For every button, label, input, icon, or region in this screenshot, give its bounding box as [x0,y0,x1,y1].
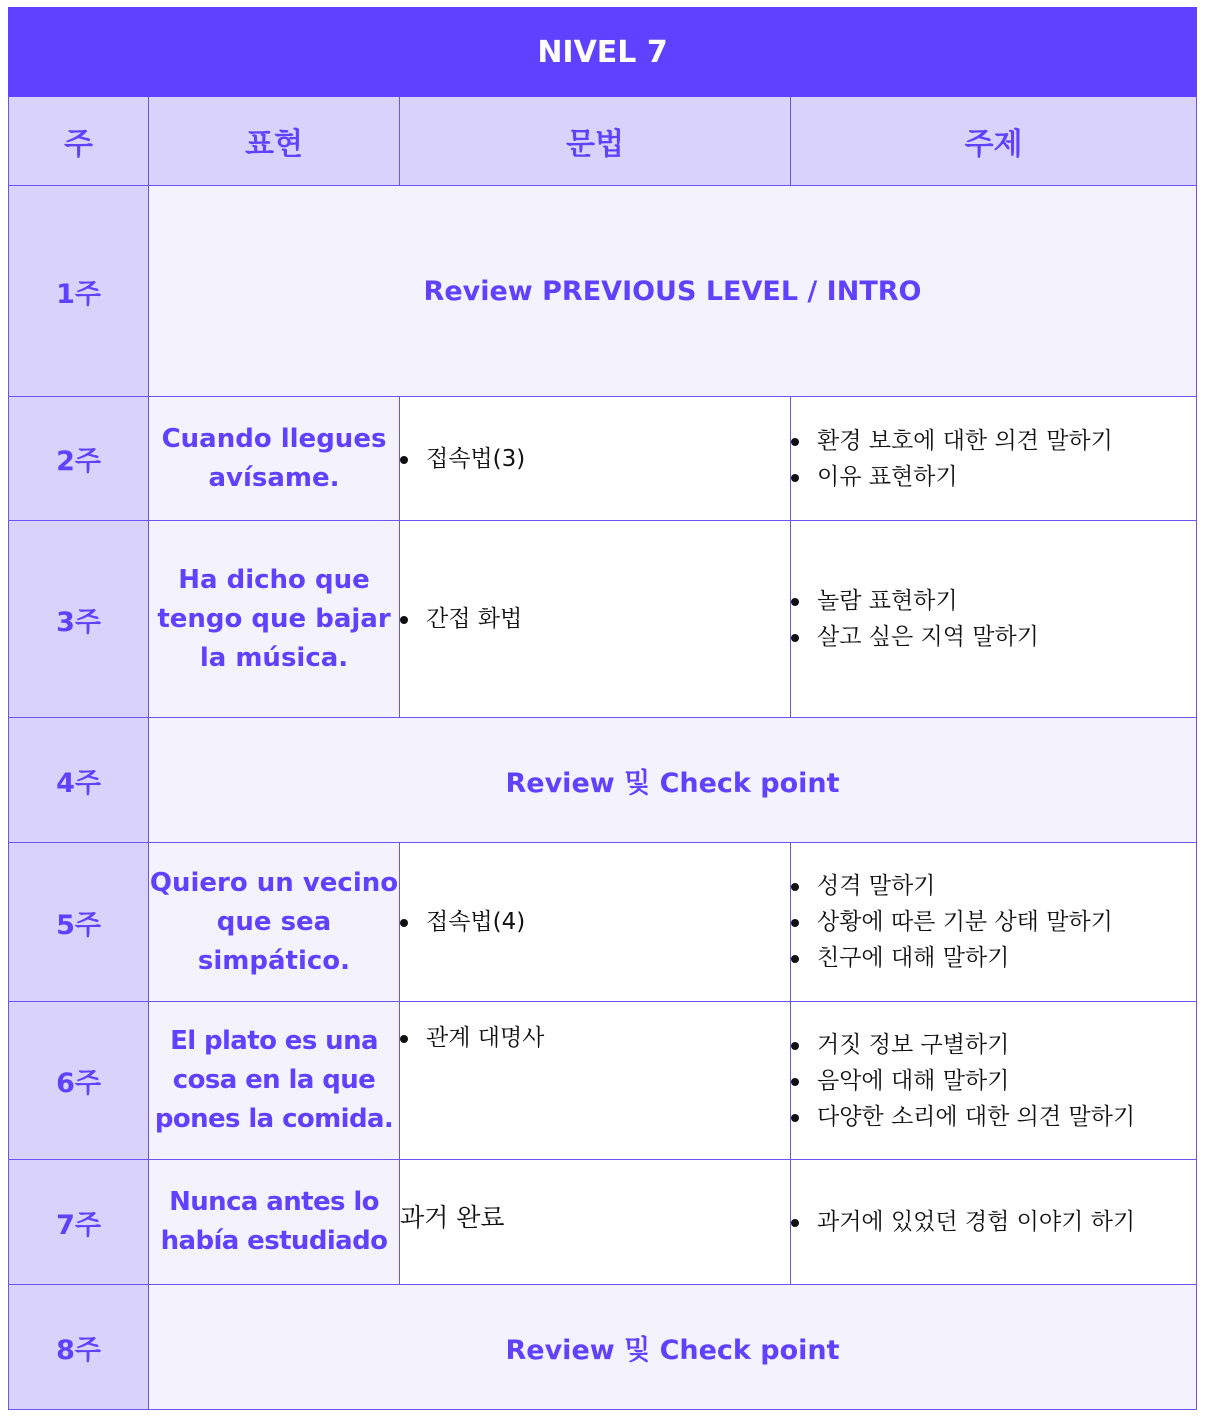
topic-cell [791,521,1197,718]
header-expression: 표현 [149,97,400,186]
list-item: 음악에 대해 말하기 [817,1063,1196,1099]
grammar-text: 과거 완료 [400,1203,505,1232]
list-item: 이유 표현하기 [817,459,1196,495]
list-item: 친구에 대해 말하기 [817,940,1196,976]
topic-list [791,583,1196,655]
expression-cell: Quiero un vecino que sea simpático. [149,843,400,1002]
list-item: 과거에 있었던 경험 이야기 하기 [817,1204,1196,1240]
expression-cell: Nunca antes lo había estudiado [149,1160,400,1285]
topic-list [791,868,1196,976]
week-label: 7주 [9,1160,149,1285]
week-label: 4주 [9,718,149,843]
topic-list [791,423,1196,495]
topic-cell [791,843,1197,1002]
grammar-list [400,441,790,477]
list-item: 거짓 정보 구별하기 [817,1027,1196,1063]
list-item: 다양한 소리에 대한 의견 말하기 [817,1099,1196,1135]
table-title: NIVEL 7 [9,8,1197,97]
expression-cell: El plato es una cosa en la que pones la comida. [149,1002,400,1160]
week-label: 2주 [9,397,149,521]
review-cell: Review 및 Check point [149,1285,1197,1410]
grammar-list [400,1020,790,1056]
week-label: 8주 [9,1285,149,1410]
table-row [9,521,1197,718]
week-label: 1주 [9,186,149,397]
list-item: 놀람 표현하기 [817,583,1196,619]
topic-list [791,1027,1196,1135]
grammar-cell [400,1160,791,1285]
grammar-list [400,601,790,637]
topic-list [791,1204,1196,1240]
list-item: 환경 보호에 대한 의견 말하기 [817,423,1196,459]
table-row [9,1285,1197,1410]
list-item: 상황에 따른 기분 상태 말하기 [817,904,1196,940]
list-item: 접속법(4) [426,904,790,940]
week-label: 5주 [9,843,149,1002]
table-row [9,186,1197,397]
expression-cell: Ha dicho que tengo que bajar la música. [149,521,400,718]
topic-cell [791,1002,1197,1160]
list-item: 살고 싶은 지역 말하기 [817,619,1196,655]
table-row [9,718,1197,843]
review-cell: Review PREVIOUS LEVEL / INTRO [149,186,1197,397]
table-row [9,1002,1197,1160]
list-item: 접속법(3) [426,441,790,477]
curriculum-table [8,7,1197,1410]
header-grammar: 문법 [400,97,791,186]
grammar-cell [400,843,791,1002]
table-row [9,843,1197,1002]
grammar-cell [400,521,791,718]
table-row [9,397,1197,521]
list-item: 성격 말하기 [817,868,1196,904]
week-label: 6주 [9,1002,149,1160]
topic-cell [791,397,1197,521]
grammar-list [400,904,790,940]
expression-cell: Cuando llegues avísame. [149,397,400,521]
header-week: 주 [9,97,149,186]
grammar-cell [400,1002,791,1160]
list-item: 관계 대명사 [426,1020,790,1056]
list-item: 간접 화법 [426,601,790,637]
header-topic: 주제 [791,97,1197,186]
grammar-cell [400,397,791,521]
review-cell: Review 및 Check point [149,718,1197,843]
table-row [9,1160,1197,1285]
week-label: 3주 [9,521,149,718]
topic-cell [791,1160,1197,1285]
